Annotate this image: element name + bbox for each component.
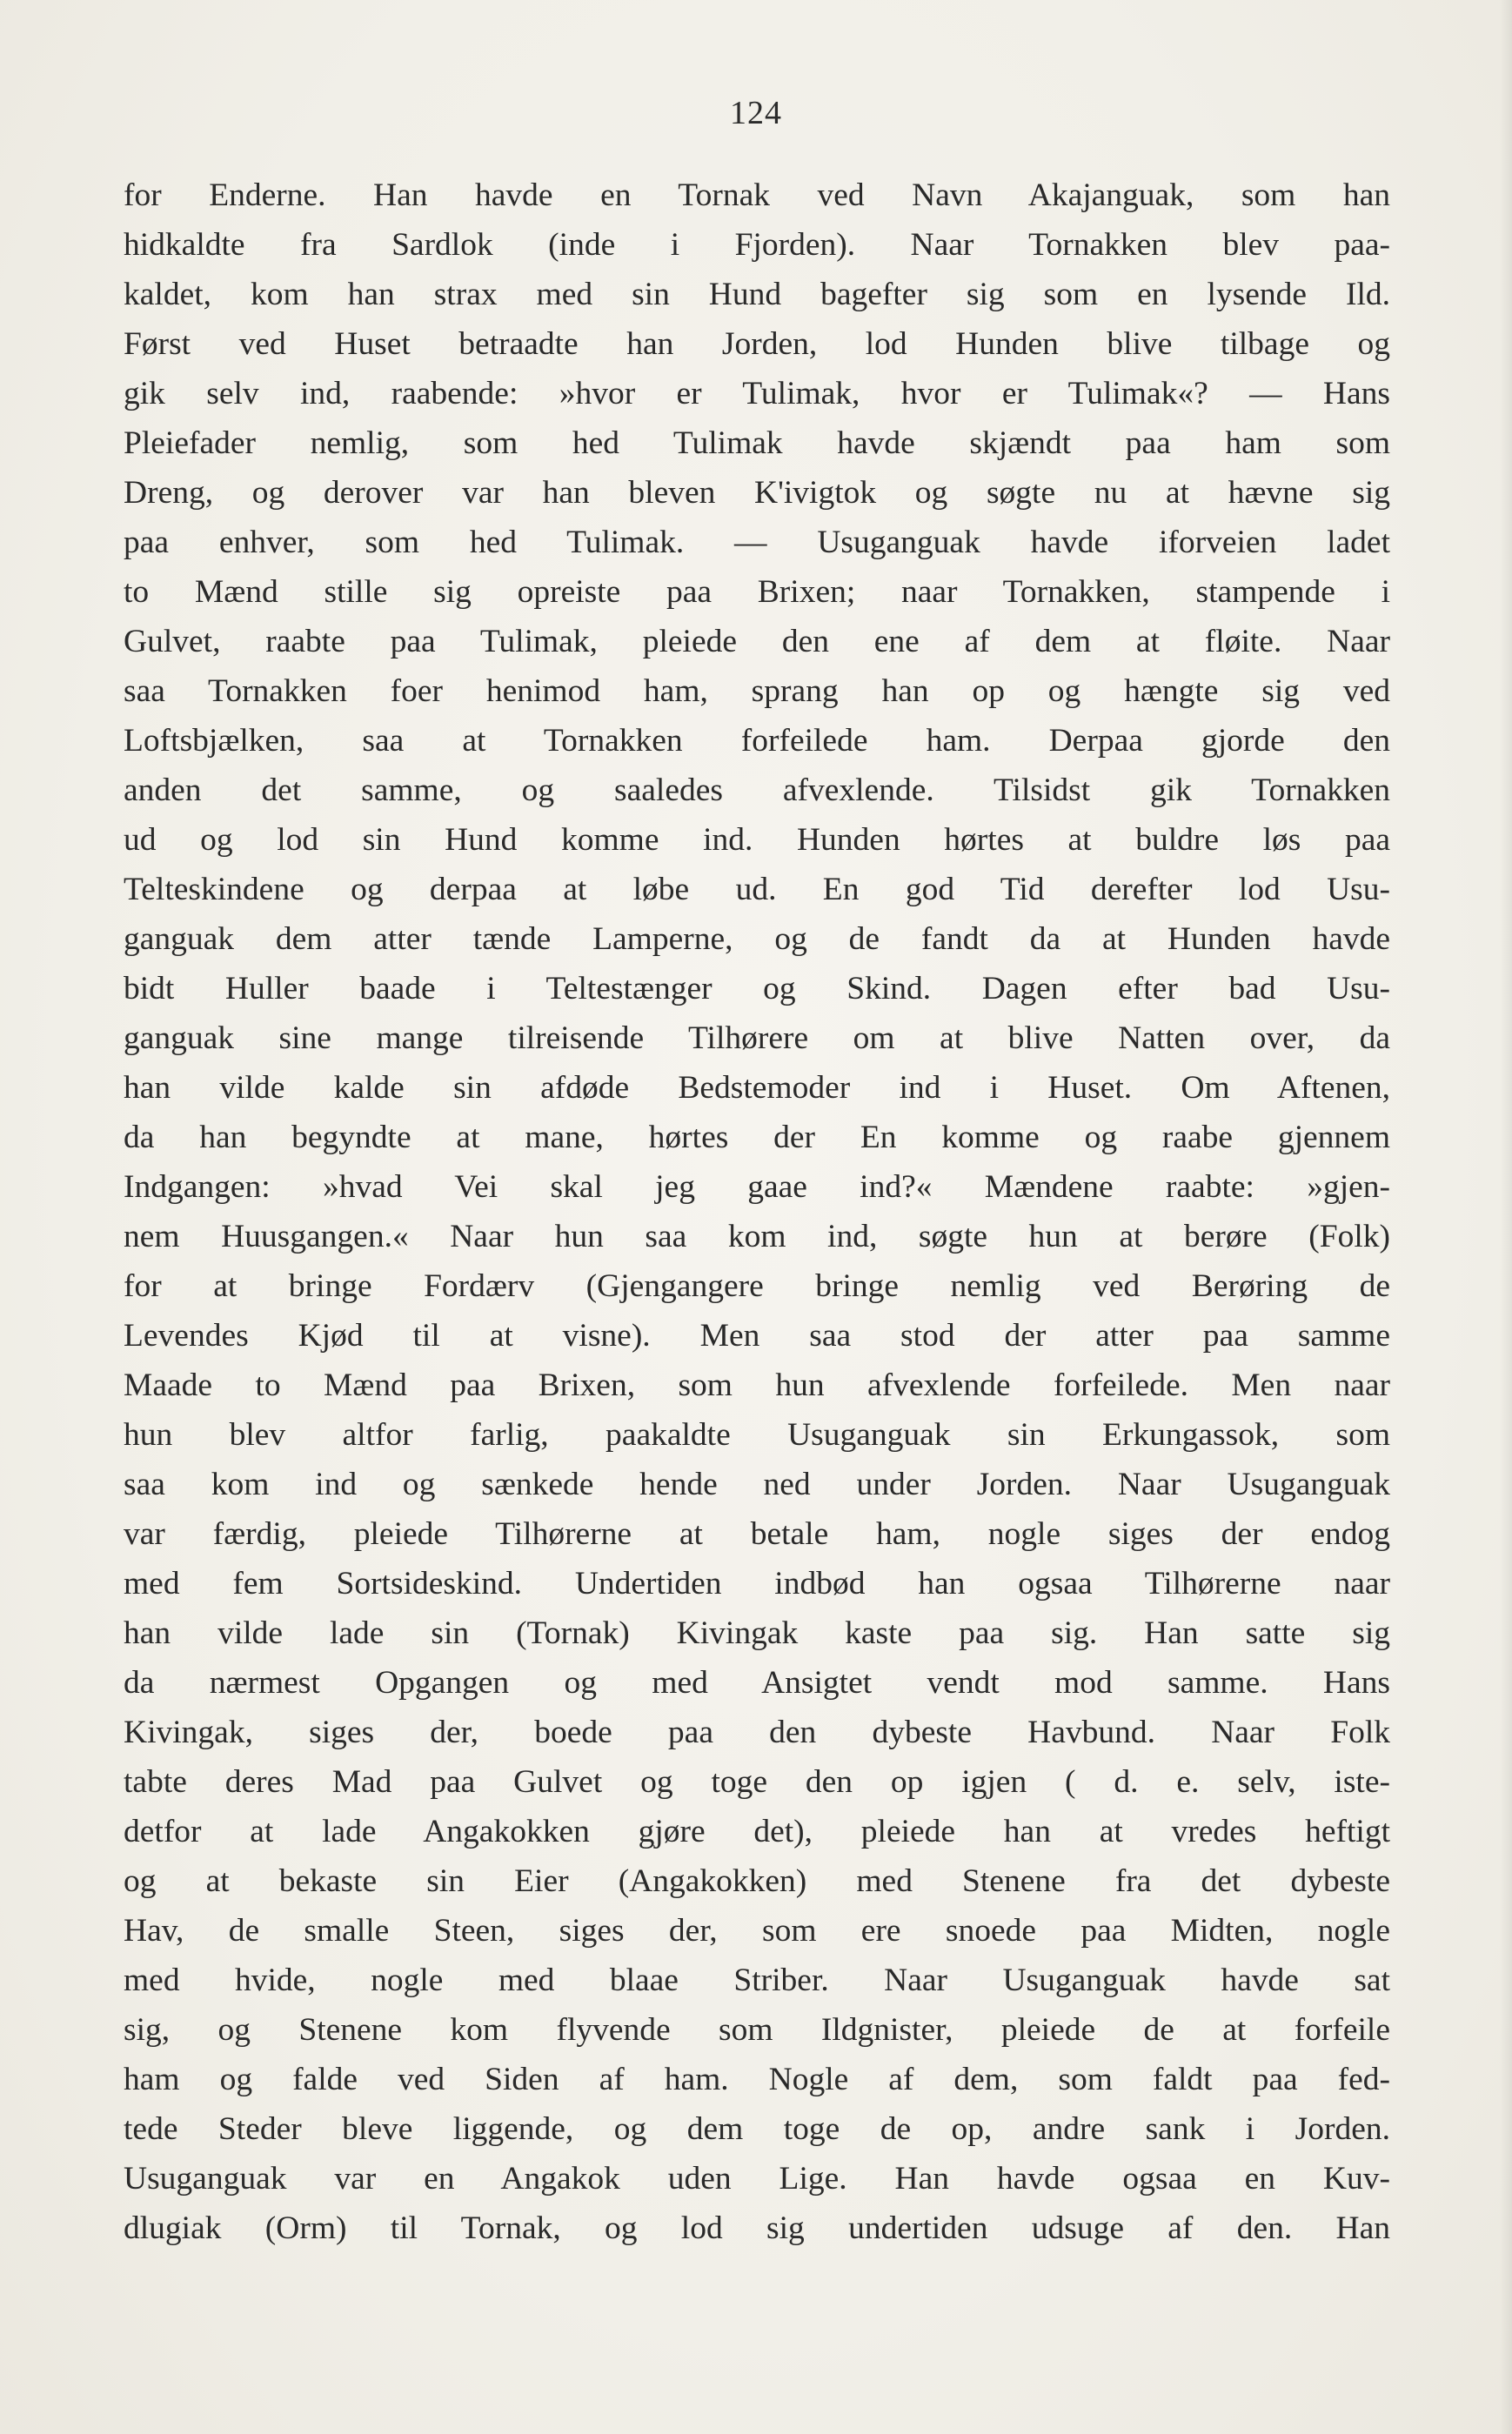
text-line: da nærmest Opgangen og med Ansigtet vendt mod samme. Hans <box>124 1665 1390 1701</box>
text-line: anden det samme, og saaledes afvexlende. Tilsidst gik Tornakken <box>124 772 1390 808</box>
page-number: 124 <box>730 95 782 131</box>
text-line: med fem Sortsideskind. Undertiden indbød han ogsaa Tilhørerne naar <box>124 1566 1390 1601</box>
text-line: detfor at lade Angakokken gjøre det), pleiede han at vredes heftigt <box>124 1814 1390 1849</box>
text-line: for Enderne. Han havde en Tornak ved Navn Akajanguak, som han <box>124 177 1390 213</box>
text-line: han vilde lade sin (Tornak) Kivingak kaste paa sig. Han satte sig <box>124 1615 1390 1651</box>
text-line: to Mænd stille sig opreiste paa Brixen; naar Tornakken, stampende i <box>124 574 1390 610</box>
text-line: tede Steder bleve liggende, og dem toge de op, andre sank i Jorden. <box>124 2111 1390 2147</box>
body-text <box>124 171 1390 2253</box>
text-line: var færdig, pleiede Tilhørerne at betale ham, nogle siges der endog <box>124 1516 1390 1552</box>
text-line: med hvide, nogle med blaae Striber. Naar Usuganguak havde sat <box>124 1963 1390 1998</box>
text-line: Hav, de smalle Steen, siges der, som ere snoede paa Midten, nogle <box>124 1913 1390 1949</box>
text-line: tabte deres Mad paa Gulvet og toge den op igjen ( d. e. selv, iste- <box>124 1764 1390 1800</box>
text-line: Først ved Huset betraadte han Jorden, lod Hunden blive tilbage og <box>124 326 1390 362</box>
text-line: saa Tornakken foer henimod ham, sprang han op og hængte sig ved <box>124 673 1390 709</box>
text-line: sig, og Stenene kom flyvende som Ildgnister, pleiede de at forfeile <box>124 2012 1390 2048</box>
text-line: bidt Huller baade i Teltestænger og Skind. Dagen efter bad Usu- <box>124 971 1390 1006</box>
text-line: og at bekaste sin Eier (Angakokken) med Stenene fra det dybeste <box>124 1863 1390 1899</box>
text-line: Pleiefader nemlig, som hed Tulimak havde skjændt paa ham som <box>124 425 1390 461</box>
text-line: dlugiak (Orm) til Tornak, og lod sig undertiden udsuge af den. Han <box>124 2210 1390 2246</box>
text-line: kaldet, kom han strax med sin Hund bagefter sig som en lysende Ild. <box>124 277 1390 312</box>
text-line: gik selv ind, raabende: »hvor er Tulimak, hvor er Tulimak«? — Hans <box>124 376 1390 411</box>
text-line: hidkaldte fra Sardlok (inde i Fjorden). Naar Tornakken blev paa- <box>124 227 1390 263</box>
text-line: Telteskindene og derpaa at løbe ud. En god Tid derefter lod Usu- <box>124 872 1390 907</box>
text-line: Levendes Kjød til at visne). Men saa stod der atter paa samme <box>124 1318 1390 1354</box>
text-line: nem Huusgangen.« Naar hun saa kom ind, søgte hun at berøre (Folk) <box>124 1219 1390 1254</box>
text-line: for at bringe Fordærv (Gjengangere bringe nemlig ved Berøring de <box>124 1268 1390 1304</box>
text-line: Kivingak, siges der, boede paa den dybeste Havbund. Naar Folk <box>124 1715 1390 1750</box>
text-line: Indgangen: »hvad Vei skal jeg gaae ind?« Mændene raabte: »gjen- <box>124 1169 1390 1205</box>
page-edge-shadow <box>1500 0 1512 2434</box>
text-line: hun blev altfor farlig, paakaldte Usuganguak sin Erkungassok, som <box>124 1417 1390 1453</box>
text-line: ud og lod sin Hund komme ind. Hunden hørtes at buldre løs paa <box>124 822 1390 858</box>
text-line: han vilde kalde sin afdøde Bedstemoder ind i Huset. Om Aftenen, <box>124 1070 1390 1106</box>
text-line: da han begyndte at mane, hørtes der En komme og raabe gjennem <box>124 1120 1390 1155</box>
text-line: paa enhver, som hed Tulimak. — Usuganguak havde iforveien ladet <box>124 525 1390 560</box>
text-line: Gulvet, raabte paa Tulimak, pleiede den ene af dem at fløite. Naar <box>124 624 1390 659</box>
text-line: ganguak dem atter tænde Lamperne, og de fandt da at Hunden havde <box>124 921 1390 957</box>
text-line: Loftsbjælken, saa at Tornakken forfeilede ham. Derpaa gjorde den <box>124 723 1390 759</box>
text-line: Dreng, og derover var han bleven K'ivigtok og søgte nu at hævne sig <box>124 475 1390 511</box>
text-line: ganguak sine mange tilreisende Tilhørere om at blive Natten over, da <box>124 1020 1390 1056</box>
text-line: ham og falde ved Siden af ham. Nogle af dem, som faldt paa fed- <box>124 2062 1390 2097</box>
text-line: Usuganguak var en Angakok uden Lige. Han havde ogsaa en Kuv- <box>124 2161 1390 2197</box>
text-line: saa kom ind og sænkede hende ned under Jorden. Naar Usuganguak <box>124 1467 1390 1502</box>
text-line: Maade to Mænd paa Brixen, som hun afvexlende forfeilede. Men naar <box>124 1367 1390 1403</box>
